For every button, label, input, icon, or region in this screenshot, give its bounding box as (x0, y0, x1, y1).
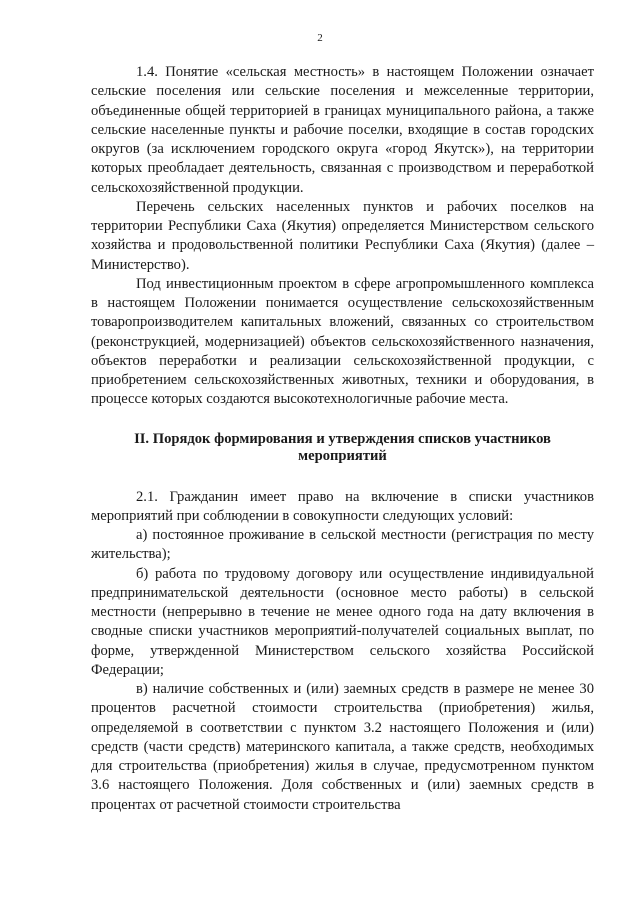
section-heading (91, 431, 594, 466)
paragraph-condition-a: а) постоянное проживание в сельской местности (регистрация по месту жительства); (91, 527, 594, 563)
page-number: 2 (317, 32, 323, 44)
paragraph-condition-c: в) наличие собственных и (или) заемных средств в размере не менее 30 процентов расчетной стоимости строительства (приобретения) жилья, определяемой в соответствии с пунктом 3.2 настоящего Положения и (или) средств (части средств) материнского капитала, а также средств, необходимых для строительства (приобретения) жилья в случае, предусмотренном пунктом 3.6 настоящего Положения. Доля собственных и (или) заемных средств в процентах от расчетной стоимости строительства (91, 681, 594, 813)
section-heading-line-1: II. Порядок формирования и утверждения списков участников (134, 430, 551, 447)
paragraph-rural-area-definition: 1.4. Понятие «сельская местность» в настоящем Положении означает сельские поселения или сельские поселения и межселенные территории, объединенные общей территорией в границах муниципального района, а также сельские населенные пункты и рабочие поселки, входящие в состав городских округов (за исключением городского округа «город Якутск»), на территории которых преобладает деятельность, связанная с производством и переработкой сельскохозяйственной продукции. (91, 64, 594, 196)
section-spacer (91, 466, 594, 488)
paragraph-eligibility-intro: 2.1. Гражданин имеет право на включение в списки участников мероприятий при соблюдении в совокупности следующих условий: (91, 488, 594, 524)
section-heading-line-2: мероприятий (298, 448, 387, 464)
document-body (91, 63, 594, 815)
paragraph-condition-b: б) работа по трудовому договору или осуществление индивидуальной предпринимательской деятельности (основное место работы) в сельской местности (непрерывно в течение не менее одного года на дату включения в сводные списки участников мероприятий-получателей социальных выплат, по форме, утвержденной Министерством сельского хозяйства Российской Федерации; (91, 565, 594, 678)
paragraph-investment-project: Под инвестиционным проектом в сфере агропромышленного комплекса в настоящем Положении понимается осуществление сельскохозяйственным товаропроизводителем капитальных вложений, связанных со строительством (реконструкцией, модернизацией) объектов сельскохозяйственного назначения, объектов переработки и реализации сельскохозяйственной продукции, с приобретением сельскохозяйственных животных, техники и оборудования, в процессе которых создаются высокотехнологичные рабочие места. (91, 275, 594, 408)
paragraph-settlements-list: Перечень сельских населенных пунктов и рабочих поселков на территории Республики Саха (Якутия) определяется Министерством сельского хозяйства и продовольственной политики Республики Саха (Якутия) (далее – Министерство). (91, 198, 594, 273)
